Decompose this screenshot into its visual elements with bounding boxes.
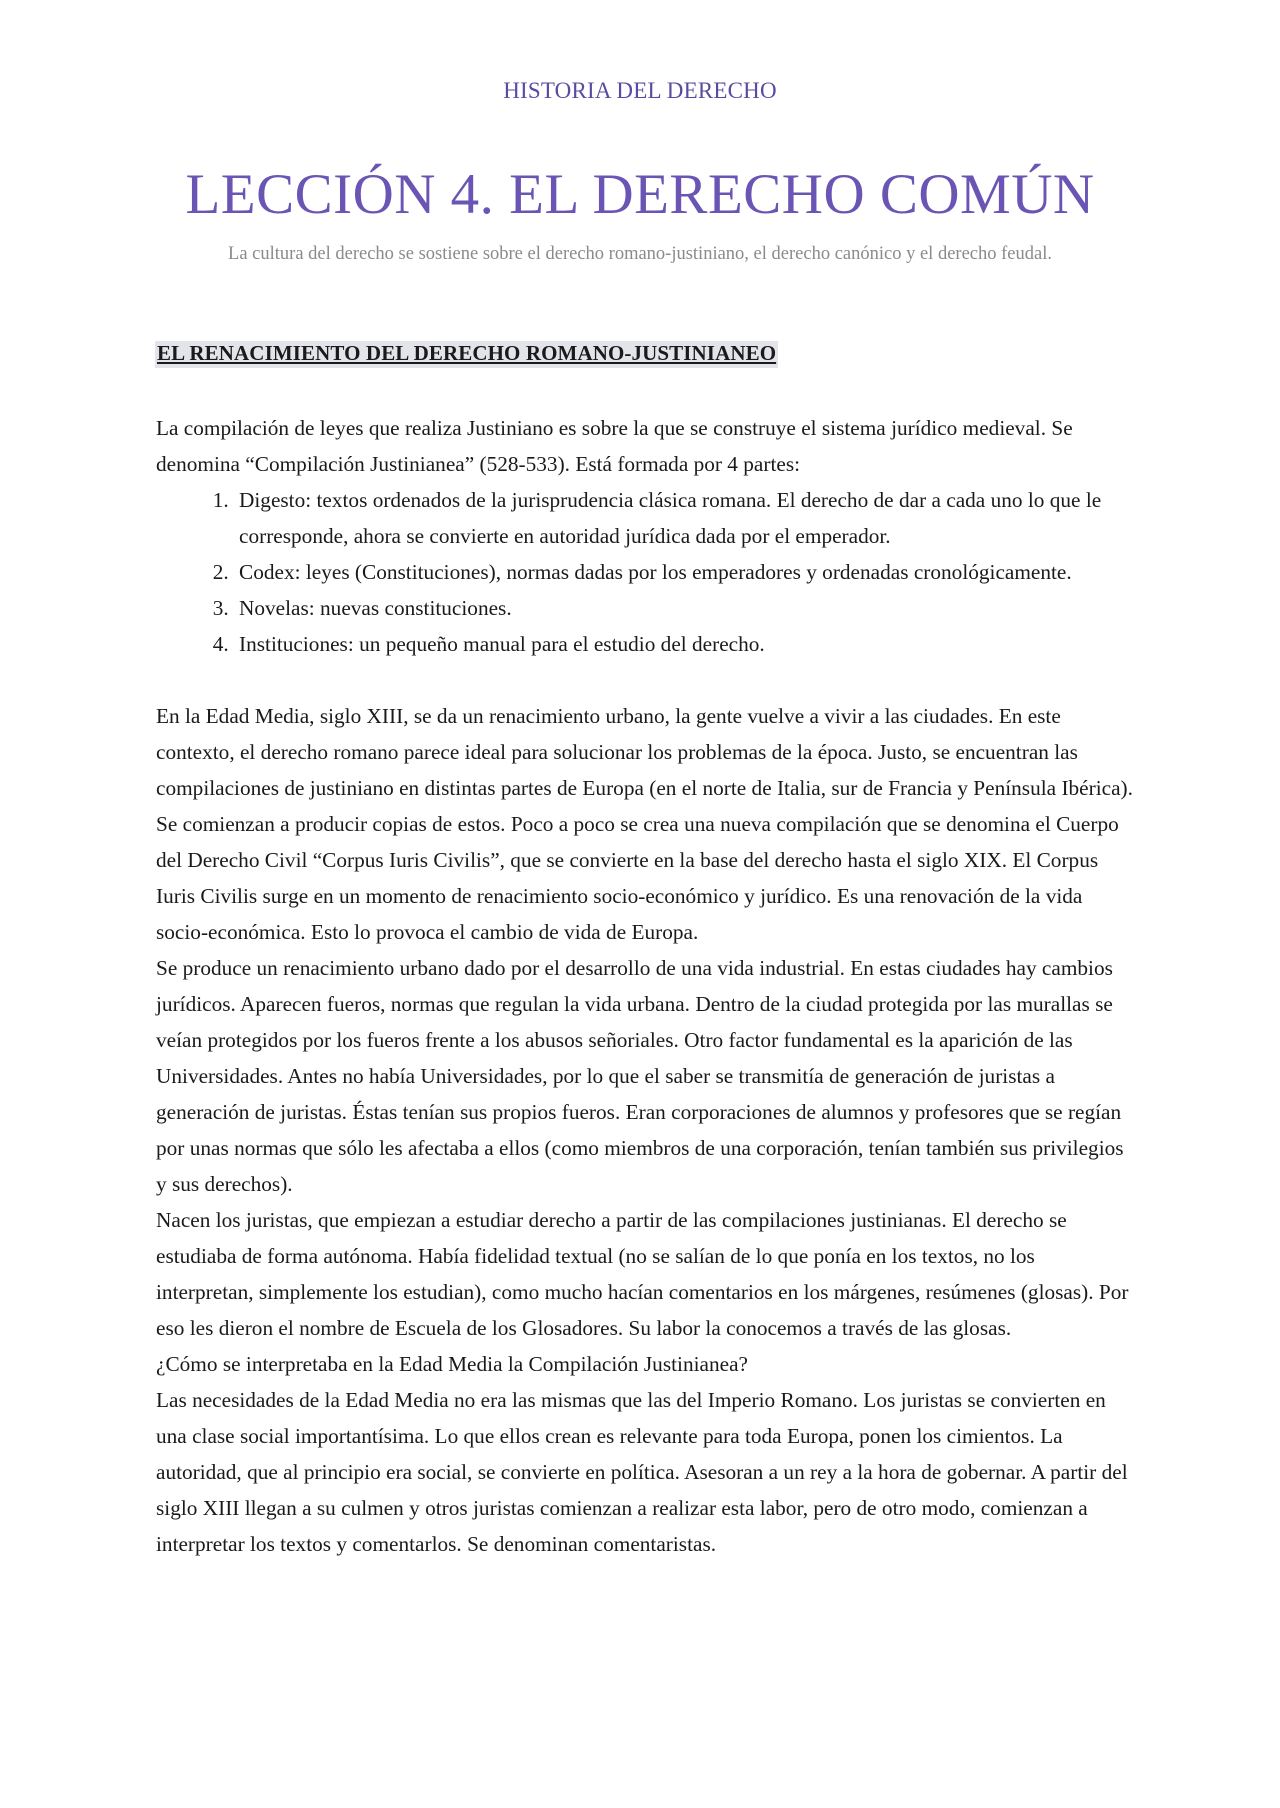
body-paragraph: Se produce un renacimiento urbano dado por el desarrollo de una vida industrial. En estas ciudades hay cambios jurídicos. Aparecen fueros, normas que regulan la vida urbana. Dentro de la ciudad protegida por las murallas se veían protegidos por los fueros frente a los abusos señoriales. Otro factor fundamental es la aparición de las Universidades. Antes no había Universidades, por lo que el saber se transmitía de generación de juristas a generación de juristas. Éstas tenían sus propios fueros. Eran corporaciones de alumnos y profesores que se regían por unas normas que sólo les afectaba a ellos (como miembros de una corporación, tenían también sus privilegios y sus derechos). — [156, 956, 1124, 1196]
paragraph-spacer — [156, 662, 1136, 698]
list-item: 1. Digesto: textos ordenados de la jurisprudencia clásica romana. El derecho de dar a cada uno lo que le corresponde, ahora se convierte en autoridad jurídica dada por el emperador. — [234, 482, 1136, 554]
parts-list — [156, 482, 1136, 662]
list-item: 3. Novelas: nuevas constituciones. — [234, 590, 1136, 626]
page-title: LECCIÓN 4. EL DERECHO COMÚN — [185, 163, 1095, 226]
body-paragraph: Las necesidades de la Edad Media no era las mismas que las del Imperio Romano. Los juristas se convierten en una clase social importantísima. Lo que ellos crean es relevante para toda Europa, ponen los cimientos. La autoridad, que al principio era social, se convierte en política. Asesoran a un rey a la hora de gobernar. A partir del siglo XIII llegan a su culmen y otros juristas comienzan a realizar esta labor, pero de otro modo, comienzan a interpretar los textos y comentarlos. Se denominan comentaristas. — [156, 1388, 1128, 1556]
course-header: HISTORIA DEL DERECHO — [503, 78, 777, 103]
page-subtitle: La cultura del derecho se sostiene sobre el derecho romano-justiniano, el derecho canónico y el derecho feudal. — [228, 244, 1052, 264]
body-paragraph: Nacen los juristas, que empiezan a estudiar derecho a partir de las compilaciones justinianas. El derecho se estudiaba de forma autónoma. Había fidelidad textual (no se salían de lo que ponía en los textos, no los interpretan, simplemente los estudian), como mucho hacían comentarios en los márgenes, resúmenes (glosas). Por eso les dieron el nombre de Escuela de los Glosadores. Su labor la conocemos a través de las glosas. — [156, 1208, 1129, 1340]
list-item: 4. Instituciones: un pequeño manual para el estudio del derecho. — [234, 626, 1136, 662]
question-paragraph: ¿Cómo se interpretaba en la Edad Media la Compilación Justinianea? — [156, 1352, 748, 1376]
intro-paragraph: La compilación de leyes que realiza Justiniano es sobre la que se construye el sistema jurídico medieval. Se denomina “Compilación Justinianea” (528-533). Está formada por 4 partes: — [156, 416, 1073, 476]
list-item: 2. Codex: leyes (Constituciones), normas dadas por los emperadores y ordenadas cronológicamente. — [234, 554, 1136, 590]
section-body — [156, 410, 1136, 1562]
section-heading: EL RENACIMIENTO DEL DERECHO ROMANO-JUSTINIANEO — [155, 341, 778, 368]
body-paragraph: En la Edad Media, siglo XIII, se da un renacimiento urbano, la gente vuelve a vivir a las ciudades. En este contexto, el derecho romano parece ideal para solucionar los problemas de la época. Justo, se encuentran las compilaciones de justiniano en distintas partes de Europa (en el norte de Italia, sur de Francia y Península Ibérica). Se comienzan a producir copias de estos. Poco a poco se crea una nueva compilación que se denomina el Cuerpo del Derecho Civil “Corpus Iuris Civilis”, que se convierte en la base del derecho hasta el siglo XIX. El Corpus Iuris Civilis surge en un momento de renacimiento socio-económico y jurídico. Es una renovación de la vida socio-económica. Esto lo provoca el cambio de vida de Europa. — [156, 704, 1133, 944]
